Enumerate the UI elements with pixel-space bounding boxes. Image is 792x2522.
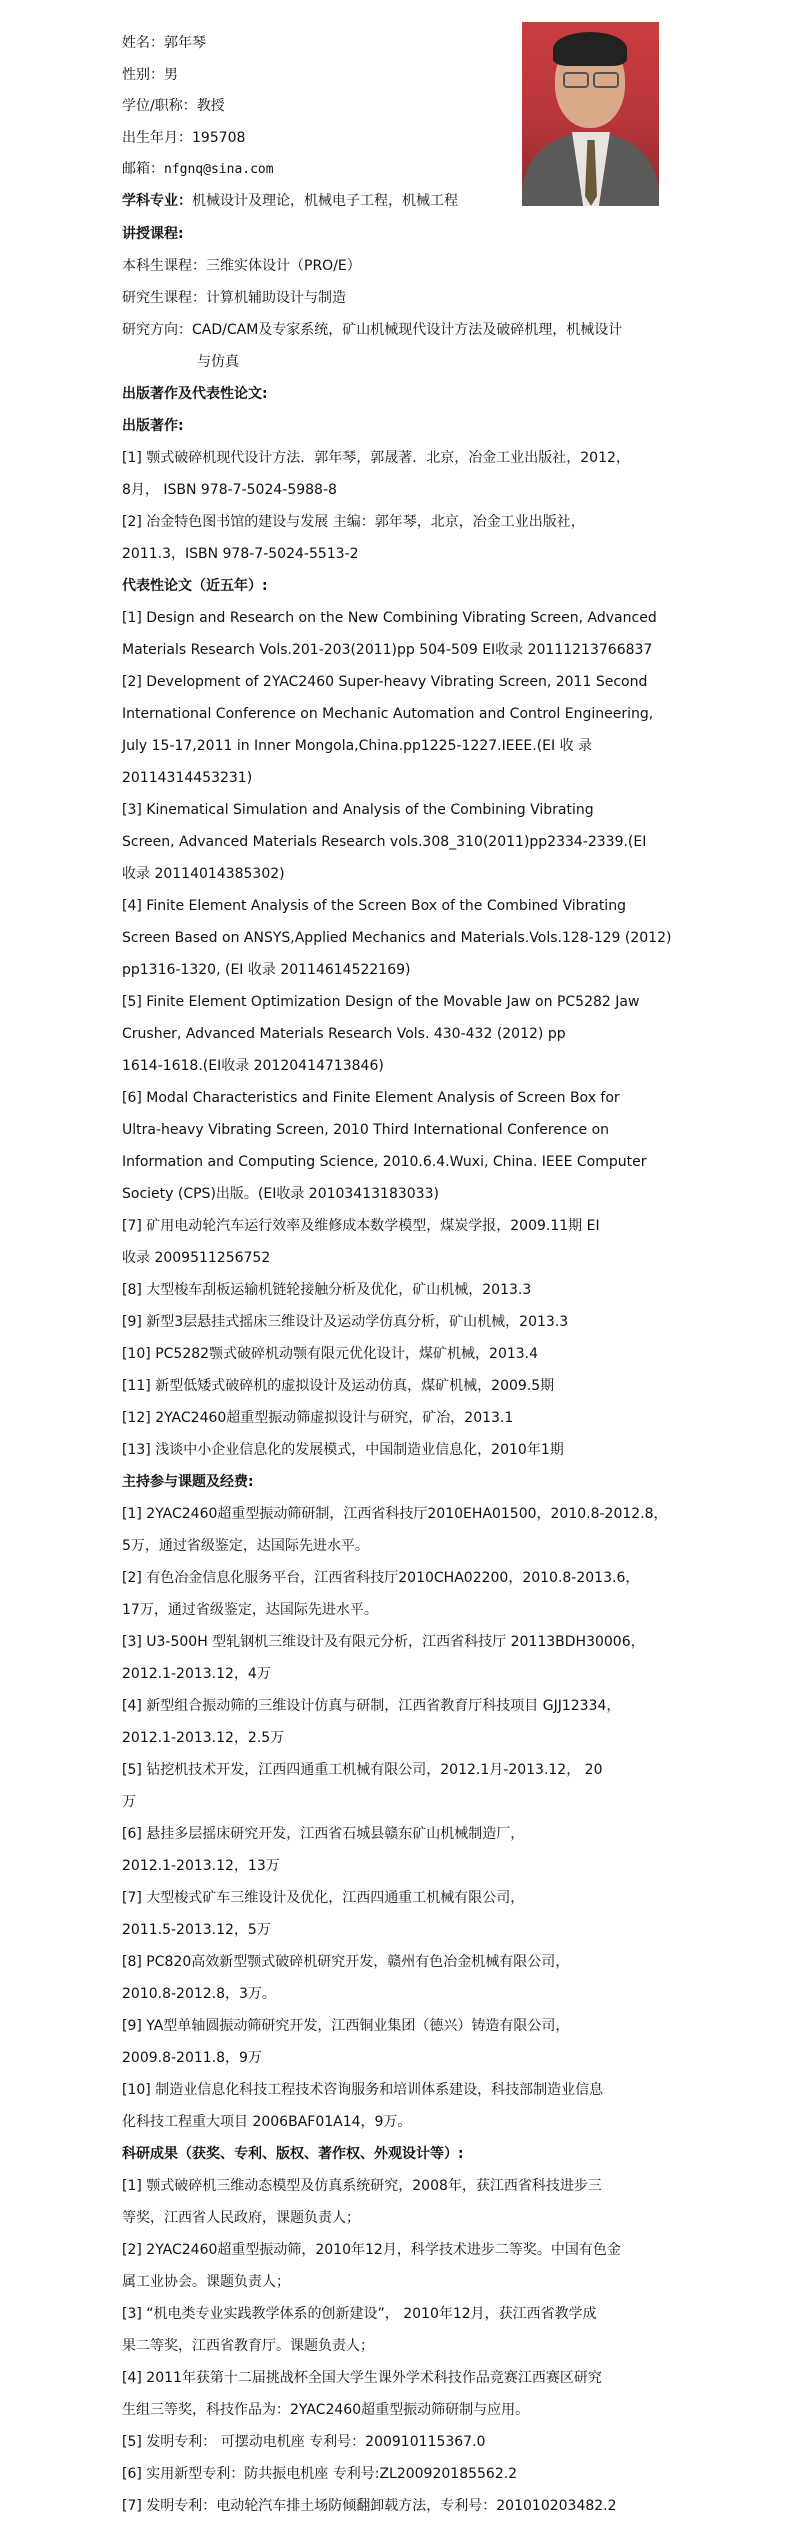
text-line: 果二等奖，江西省教育厅。课题负责人；	[122, 2338, 374, 2354]
section-heading: 讲授课程:	[122, 226, 184, 242]
text-line: 2011.3，ISBN 978-7-5024-5513-2	[122, 546, 359, 562]
text-line: Information and Computing Science, 2010.6.4.Wuxi, China. IEEE Computer	[122, 1154, 647, 1170]
text-line: [6] 实用新型专利：防共振电机座 专利号:ZL200920185562.2	[122, 2466, 518, 2482]
text-line: [1] 颚式破碎机现代设计方法．郭年琴，郭晟著．北京，冶金工业出版社，2012，	[122, 450, 630, 466]
text-line: [9] 新型3层悬挂式摇床三维设计及运动学仿真分析，矿山机械，2013.3	[122, 1314, 569, 1330]
text-line: [7] 矿用电动轮汽车运行效率及维修成本数学模型，煤炭学报，2009.11期 EI	[122, 1218, 600, 1234]
text-line: [6] Modal Characteristics and Finite Element Analysis of Screen Box for	[122, 1090, 620, 1106]
major-line	[122, 186, 542, 218]
name-line: 姓名：郭年琴	[122, 35, 206, 51]
text-line: [7] 大型梭式矿车三维设计及优化，江西四通重工机械有限公司，	[122, 1890, 525, 1906]
text-line: [4] 2011年获第十二届挑战杯全国大学生课外学术科技作品竞赛江西赛区研究	[122, 2370, 602, 2386]
text-line: 2012.1-2013.12，13万	[122, 1858, 280, 1874]
text-line: 1614-1618.(EI收录 20120414713846)	[122, 1058, 384, 1074]
text-line: 收录 2009511256752	[122, 1250, 271, 1266]
section-heading: 出版著作及代表性论文:	[122, 386, 268, 402]
text-line: [12] 2YAC2460超重型振动筛虚拟设计与研究，矿冶，2013.1	[122, 1410, 514, 1426]
text-line: [6] 悬挂多层摇床研究开发，江西省石城县赣东矿山机械制造厂，	[122, 1826, 525, 1842]
text-line: [10] 制造业信息化科技工程技术咨询服务和培训体系建设，科技部制造业信息	[122, 2082, 604, 2098]
text-line: 与仿真	[197, 354, 239, 370]
text-line: [2] 冶金特色图书馆的建设与发展 主编：郭年琴，北京，冶金工业出版社，	[122, 514, 585, 530]
degree-line: 学位/职称：教授	[122, 98, 225, 114]
text-line: 研究生课程：计算机辅助设计与制造	[122, 290, 346, 306]
text-line: 2009.8-2011.8，9万	[122, 2050, 262, 2066]
text-line: [1] 颚式破碎机三维动态模型及仿真系统研究，2008年，获江西省科技进步三	[122, 2178, 602, 2194]
text-line: [4] 新型组合振动筛的三维设计仿真与研制，江西省教育厅科技项目 GJJ12334，	[122, 1698, 621, 1714]
text-line: [2] 有色冶金信息化服务平台，江西省科技厅2010CHA02200，2010.8-2013.6，	[122, 1570, 640, 1586]
text-line: [4] Finite Element Analysis of the Screen Box of the Combined Vibrating	[122, 898, 626, 914]
text-line: International Conference on Mechanic Automation and Control Engineering,	[122, 706, 654, 722]
text-line: Society (CPS)出版。(EI收录 20103413183033)	[122, 1186, 439, 1202]
text-line: [3] “机电类专业实践教学体系的创新建设”， 2010年12月，获江西省教学成	[122, 2306, 597, 2322]
section-heading: 科研成果（获奖、专利、版权、著作权、外观设计等）:	[122, 2146, 464, 2162]
text-line: Materials Research Vols.201-203(2011)pp 504-509 EI收录 20111213766837	[122, 642, 653, 658]
text-line: 5万，通过省级鉴定，达国际先进水平。	[122, 1538, 369, 1554]
text-line: [8] PC820高效新型颚式破碎机研究开发，赣州有色冶金机械有限公司，	[122, 1954, 570, 1970]
gender-line: 性别：男	[122, 66, 178, 83]
text-line: Screen Based on ANSYS,Applied Mechanics and Materials.Vols.128-129 (2012)	[122, 930, 672, 946]
text-line: [7] 发明专利：电动轮汽车排土场防倾翻卸载方法，专利号：201010203482.2	[122, 2498, 617, 2514]
text-line: Ultra-heavy Vibrating Screen, 2010 Third International Conference on	[122, 1122, 610, 1138]
text-line: [5] Finite Element Optimization Design of the Movable Jaw on PC5282 Jaw	[122, 994, 640, 1010]
text-line: pp1316-1320, (EI 收录 20114614522169)	[122, 962, 411, 978]
text-line: [2] 2YAC2460超重型振动筛，2010年12月，科学技术进步二等奖。中国有色金	[122, 2242, 621, 2258]
text-line: 生组三等奖，科技作品为：2YAC2460超重型振动筛研制与应用。	[122, 2402, 530, 2418]
text-line: Screen, Advanced Materials Research vols.308_310(2011)pp2334-2339.(EI	[122, 834, 647, 850]
text-line: [1] Design and Research on the New Combining Vibrating Screen, Advanced	[122, 610, 657, 626]
text-line: 20114314453231)	[122, 770, 253, 786]
text-line: 收录 20114014385302)	[122, 866, 285, 882]
text-line: [5] 钻挖机技术开发，江西四通重工机械有限公司，2012.1月-2013.12， 20	[122, 1762, 603, 1778]
text-line: Crusher, Advanced Materials Research Vols. 430-432 (2012) pp	[122, 1026, 566, 1042]
text-line: 化科技工程重大项目 2006BAF01A14，9万。	[122, 2114, 412, 2130]
text-line: 等奖，江西省人民政府，课题负责人；	[122, 2210, 360, 2226]
text-line: [1] 2YAC2460超重型振动筛研制，江西省科技厅2010EHA01500，2010.8-2012.8，	[122, 1506, 668, 1522]
text-line: [3] U3-500H 型轧钢机三维设计及有限元分析，江西省科技厅 20113BDH30006，	[122, 1634, 645, 1650]
email-label: 邮箱：	[122, 161, 164, 177]
text-line: July 15-17,2011 in Inner Mongola,China.pp1225-1227.IEEE.(EI 收 录	[122, 738, 593, 754]
text-line: [11] 新型低矮式破碎机的虚拟设计及运动仿真，煤矿机械，2009.5期	[122, 1378, 555, 1394]
text-line: 2010.8-2012.8，3万。	[122, 1986, 276, 2002]
section-heading: 代表性论文（近五年）:	[122, 578, 268, 594]
resume-content	[122, 218, 682, 2522]
email-line	[122, 154, 542, 186]
text-line: [10] PC5282颚式破碎机动颚有限元优化设计，煤矿机械，2013.4	[122, 1346, 539, 1362]
text-line: 万	[122, 1794, 136, 1810]
profile-info	[122, 28, 542, 217]
major-value: 机械设计及理论，机械电子工程，机械工程	[192, 192, 458, 209]
text-line: 8月， ISBN 978-7-5024-5988-8	[122, 482, 337, 498]
text-line: 2011.5-2013.12，5万	[122, 1922, 271, 1938]
text-line: 17万，通过省级鉴定，达国际先进水平。	[122, 1602, 378, 1618]
text-line: 2012.1-2013.12，2.5万	[122, 1730, 285, 1746]
text-line: [13] 浅谈中小企业信息化的发展模式，中国制造业信息化，2010年1期	[122, 1442, 564, 1458]
text-line: 2012.1-2013.12，4万	[122, 1666, 271, 1682]
section-heading: 主持参与课题及经费:	[122, 1474, 254, 1490]
section-heading: 出版著作:	[122, 418, 184, 434]
text-line: [9] YA型单轴圆振动筛研究开发，江西铜业集团（德兴）铸造有限公司，	[122, 2018, 570, 2034]
text-line: [5] 发明专利： 可摆动电机座 专利号：200910115367.0	[122, 2434, 486, 2450]
text-line: [3] Kinematical Simulation and Analysis of the Combining Vibrating	[122, 802, 594, 818]
profile-photo	[522, 22, 659, 206]
email-link[interactable]: nfgnq@sina.com	[164, 162, 274, 177]
major-label: 学科专业：	[122, 192, 192, 209]
text-line: 属工业协会。课题负责人；	[122, 2274, 290, 2290]
birth-line: 出生年月：195708	[122, 129, 246, 146]
text-line: 研究方向：CAD/CAM及专家系统，矿山机械现代设计方法及破碎机理，机械设计	[122, 322, 623, 338]
text-line: 本科生课程：三维实体设计（PRO/E）	[122, 258, 361, 274]
text-line: [2] Development of 2YAC2460 Super-heavy Vibrating Screen, 2011 Second	[122, 674, 648, 690]
text-line: [8] 大型梭车刮板运输机链轮接触分析及优化，矿山机械，2013.3	[122, 1282, 532, 1298]
